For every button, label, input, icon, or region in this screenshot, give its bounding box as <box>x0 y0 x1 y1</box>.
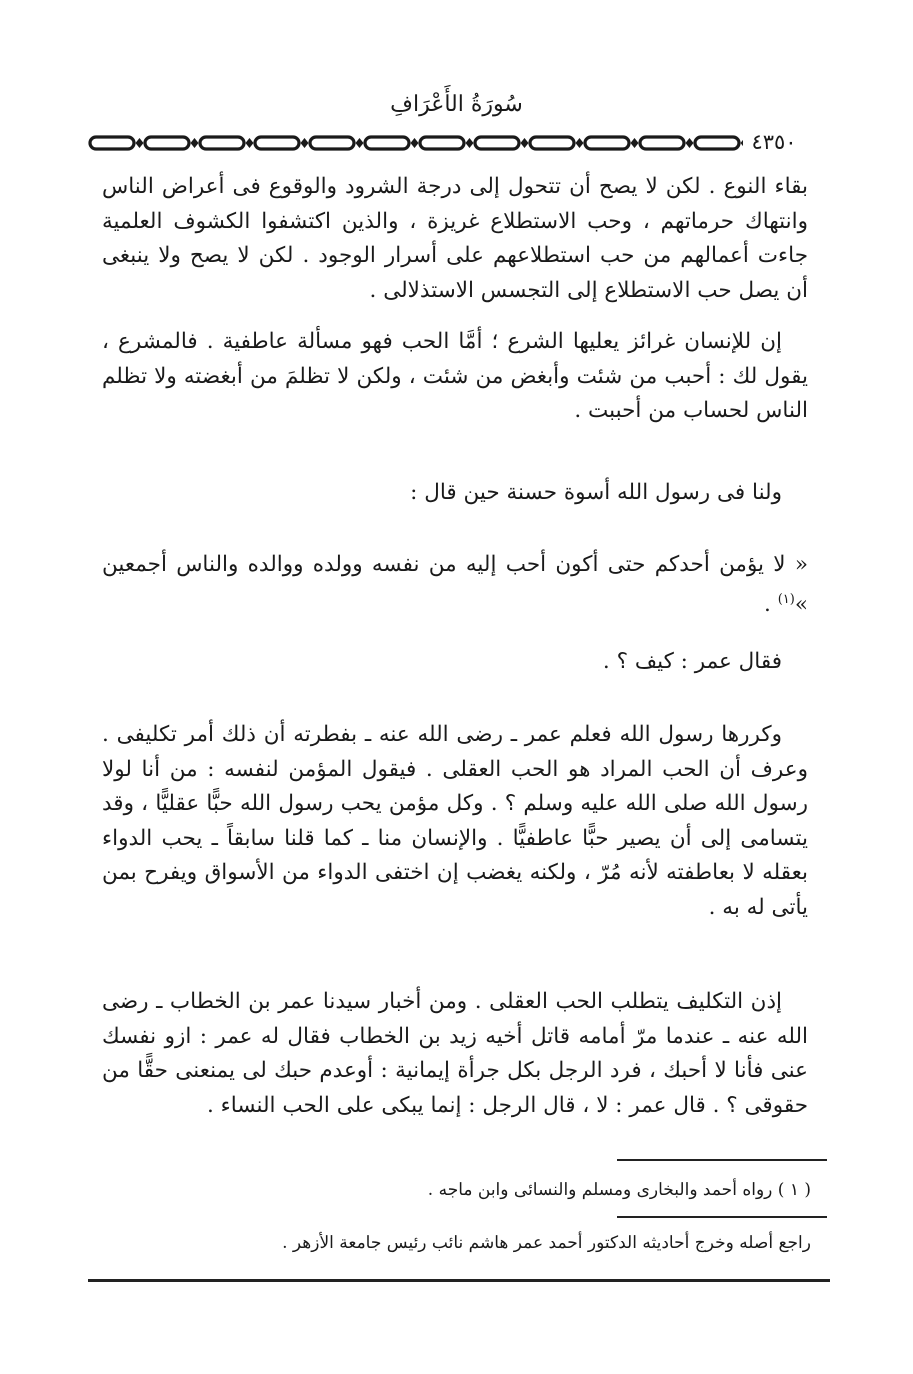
surah-title: سُورَةُ الأَعْرَافِ <box>390 92 523 117</box>
paragraph-6 <box>102 718 808 925</box>
paragraph-text: ولنا فى رسول الله أسوة حسنة حين قال : <box>410 480 782 505</box>
paragraph-1 <box>102 170 808 308</box>
paragraph-text: بقاء النوع . لكن لا يصح أن تتحول إلى درجة الشرود والوقوع فى أعراض الناس وانتهاك حرماتهم ، وحب الاستطلاع غريزة ، والذين اكتشفوا الكشوف العلمية جاءت أعمالهم من حب استطلاعهم على أسرار الوجود . لكن لا يصح ولا ينبغى أن يصل حب الاستطلاع إلى التجسس الاستذلالى . <box>102 174 808 303</box>
paragraph-text: إن للإنسان غرائز يعليها الشرع ؛ أمَّا الحب فهو مسألة عاطفية . فالمشرع ، يقول لك : أحبب من شئت وأبغض من شئت ، ولكن لا تظلمَ من أبغضته ولا تظلم الناس لحساب من أحببت . <box>102 329 808 423</box>
paragraph-text: وكررها رسول الله فعلم عمر ـ رضى الله عنه ـ بفطرته أن ذلك أمر تكليفى . وعرف أن الحب المراد هو الحب العقلى . فيقول المؤمن لنفسه : من أنا لولا رسول الله صلى الله عليه وسلم ؟ . وكل مؤمن يحب رسول الله حبًّا عقليًّا ، وقد يتسامى إلى أن يصير حبًّا عاطفيًّا . والإنسان منا ـ كما قلنا سابقاً ـ يحب الدواء بعقله لا بعاطفته لأنه مُرّ ، ولكنه يغضب إن اختفى الدواء من الأسواق ويفرح بمن يأتى له به . <box>102 722 808 920</box>
hadith-body: « لا يؤمن أحدكم حتى أكون أحب إليه من نفسه وولده ووالده والناس أجمعين » <box>102 552 808 617</box>
paragraph-5 <box>102 645 808 680</box>
footnote-divider <box>617 1159 827 1161</box>
paragraph-text: فقال عمر : كيف ؟ . <box>602 649 782 674</box>
footnote-2: راجع أصله وخرج أحاديثه الدكتور أحمد عمر هاشم نائب رئيس جامعة الأزهر . <box>282 1233 811 1253</box>
footnote-divider-2 <box>617 1216 827 1218</box>
paragraph-2 <box>102 325 808 429</box>
paragraph-7 <box>102 985 808 1123</box>
hadith-end: . <box>764 591 778 617</box>
footnote-marker: (١) <box>777 591 795 607</box>
paragraph-text: إذن التكليف يتطلب الحب العقلى . ومن أخبار سيدنا عمر بن الخطاب ـ رضى الله عنه ـ عندما مرّ أمامه قاتل أخيه زيد بن الخطاب فقال له عمر : ازو نفسك عنى فأنا لا أحبك ، فرد الرجل بكل جرأة إيمانية : أوعدم حبك لى يمنعنى حقًّا من حقوقى ؟ . قال عمر : لا ، قال الرجل : إنما يبكى على الحب النساء . <box>102 989 808 1118</box>
header-ornament-border <box>88 130 838 156</box>
bottom-rule <box>88 1279 830 1282</box>
paragraph-3 <box>102 476 808 511</box>
page-number: ٤٣٥٠ <box>743 131 805 153</box>
hadith-quote <box>102 548 808 622</box>
chain-ornament-icon <box>88 130 838 156</box>
footnote-1: ( ١ ) رواه أحمد والبخارى ومسلم والنسائى وابن ماجه . <box>427 1180 811 1200</box>
hadith-text <box>102 548 808 622</box>
